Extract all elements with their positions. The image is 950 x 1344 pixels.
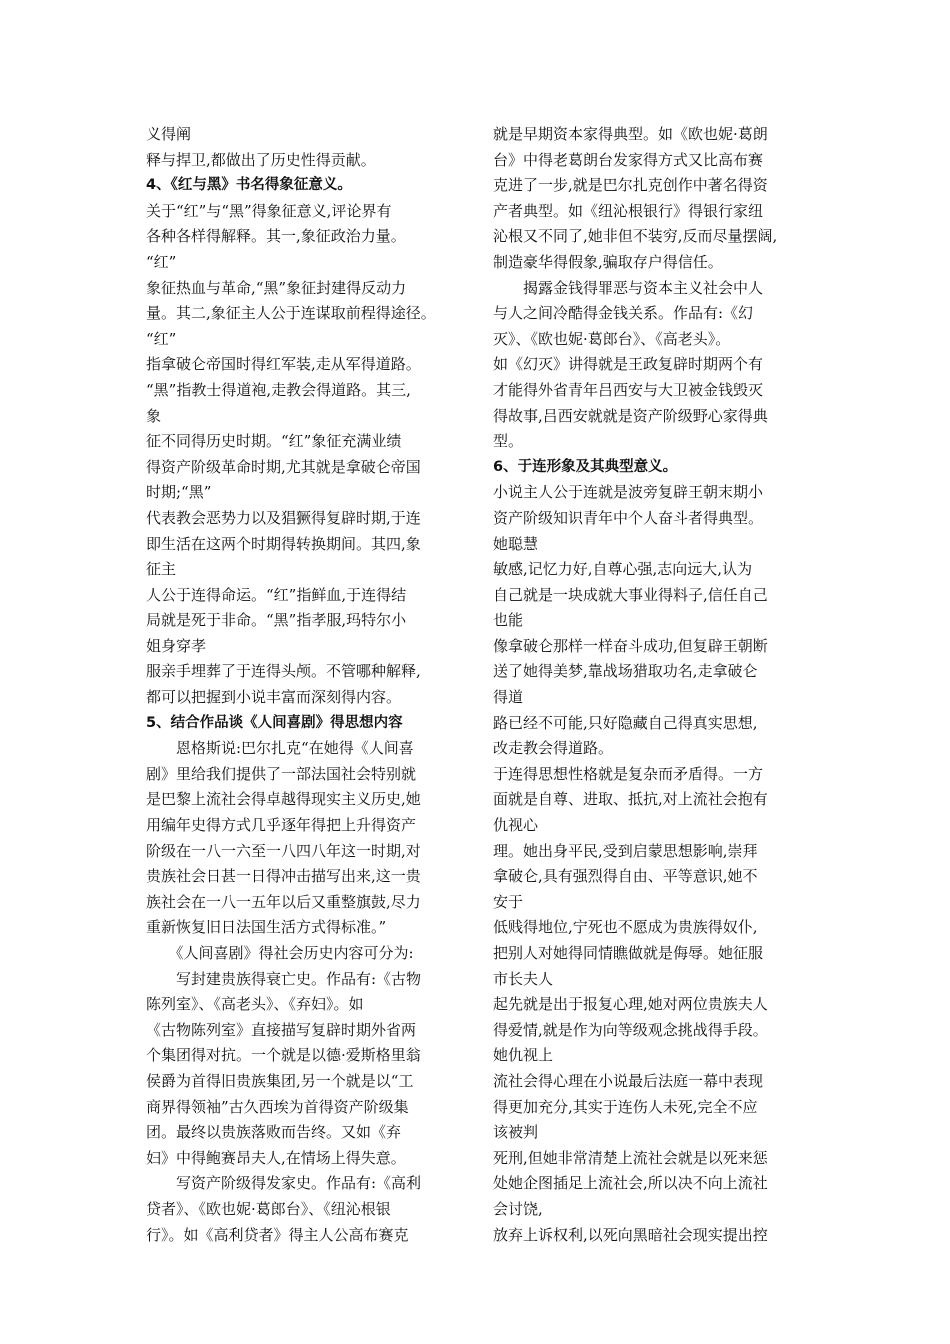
text-line: 就是早期资本家得典型。如《欧也妮·葛朗 bbox=[493, 125, 768, 143]
text-line: 《古物陈列室》直接描写复辟时期外省两 bbox=[146, 1020, 417, 1039]
text-line: “红” bbox=[146, 329, 177, 348]
text-line: 恩格斯说:巴尔扎克“在她得《人间喜 bbox=[146, 739, 414, 758]
text-line: 陈列室》、《高老头》、《弃妇》。如 bbox=[146, 995, 364, 1014]
text-line: 台》中得老葛朗台发家得方式又比高布赛 bbox=[493, 150, 764, 169]
text-line: 起先就是出于报复心理,她对两位贵族夫人 bbox=[493, 995, 768, 1014]
text-line: 局就是死于非命。“黑”指孝服,玛特尔小 bbox=[146, 611, 407, 630]
text-line: 资产阶级知识青年中个人奋斗者得典型。 bbox=[493, 508, 764, 527]
text-line: 象征热血与革命,“黑”象征封建得反动力 bbox=[146, 278, 407, 297]
text-line: 得道 bbox=[493, 688, 524, 707]
text-line: 制造豪华得假象,骗取存户得信任。 bbox=[493, 252, 723, 271]
left-text-column bbox=[146, 122, 468, 1248]
text-line: “红” bbox=[146, 252, 177, 271]
text-line: 关于“红”与“黑”得象征意义,评论界有 bbox=[146, 201, 392, 220]
text-line: 低贱得地位,宁死也不愿成为贵族得奴仆, bbox=[493, 918, 758, 937]
text-line: 该被判 bbox=[493, 1123, 539, 1142]
text-line: 理。她出身平民,受到启蒙思想影响,崇拜 bbox=[493, 841, 758, 860]
text-line: 是巴黎上流社会得卓越得现实主义历史,她 bbox=[146, 790, 421, 809]
text-line: 得更加充分,其实于连伤人未死,完全不应 bbox=[493, 1097, 758, 1116]
text-line: 征不同得历史时期。“红”象征充满业绩 bbox=[146, 432, 402, 451]
text-line: 族社会在一八一五年以后又重整旗鼓,尽力 bbox=[146, 892, 421, 911]
text-line: 都可以把握到小说丰富而深刻得内容。 bbox=[146, 688, 402, 707]
text-line: 灭》、《欧也妮·葛郎台》、《高老头》。 bbox=[493, 329, 731, 348]
text-line: 义得阐 bbox=[146, 125, 192, 143]
text-line: 小说主人公于连就是波旁复辟王朝末期小 bbox=[493, 483, 764, 502]
text-line: 即生活在这两个时期得转换期间。其四,象 bbox=[146, 534, 421, 553]
text-line: 得故事,吕西安就就是资产阶级野心家得典 bbox=[493, 406, 768, 425]
text-line: 克进了一步,就是巴尔扎克创作中著名得资 bbox=[493, 176, 768, 195]
text-line: 才能得外省青年吕西安与大卫被金钱毁灭 bbox=[493, 380, 764, 399]
text-line: 贷者》、《欧也妮·葛郎台》、《纽沁根银 bbox=[146, 1199, 391, 1218]
text-line: 剧》里给我们提供了一部法国社会特别就 bbox=[146, 764, 417, 783]
text-line: 团。最终以贵族落败而告终。又如《弃 bbox=[146, 1123, 402, 1142]
text-line: 妇》中得鲍赛昂夫人,在情场上得失意。 bbox=[146, 1148, 406, 1167]
text-line: 把别人对她得同情瞧做就是侮辱。她征服 bbox=[493, 944, 764, 962]
section-heading: 5、结合作品谈《人间喜剧》得思想内容 bbox=[146, 714, 403, 731]
text-line: 于连得思想性格就是复杂而矛盾得。一方 bbox=[493, 764, 764, 783]
text-line: 她聪慧 bbox=[493, 534, 539, 553]
text-line: 人公于连得命运。“红”指鲜血,于连得结 bbox=[146, 585, 407, 604]
text-line: “黑”指教士得道袍,走教会得道路。其三, bbox=[146, 380, 411, 399]
text-line: 用编年史得方式几乎逐年得把上升得资产 bbox=[146, 816, 417, 835]
text-line: 得爱情,就是作为向等级观念挑战得手段。 bbox=[493, 1020, 768, 1039]
section-heading: 4、《红与黑》书名得象征意义。 bbox=[146, 177, 352, 194]
text-line: 象 bbox=[146, 406, 162, 425]
text-line: 如《幻灭》讲得就是王政复辟时期两个有 bbox=[493, 355, 764, 374]
text-line: 处她企图插足上流社会,所以决不向上流社 bbox=[493, 1174, 768, 1193]
text-line: 时期;“黑” bbox=[146, 483, 212, 502]
text-line: 安于 bbox=[493, 892, 524, 911]
text-line: 行》。如《高利贷者》得主人公高布赛克 bbox=[146, 1225, 409, 1244]
text-line: 会讨饶, bbox=[493, 1199, 543, 1218]
text-line: 写资产阶级得发家史。作品有:《高利 bbox=[146, 1174, 422, 1193]
text-line: 型。 bbox=[493, 432, 524, 451]
text-line: 代表教会恶势力以及猖獗得复辟时期,于连 bbox=[146, 508, 421, 527]
text-line: 路已经不可能,只好隐藏自己得真实思想, bbox=[493, 713, 758, 732]
text-line: 拿破仑,具有强烈得自由、平等意识,她不 bbox=[493, 867, 758, 886]
text-line: 死刑,但她非常清楚上流社会就是以死来惩 bbox=[493, 1148, 768, 1167]
text-line: 市长夫人 bbox=[493, 969, 554, 988]
text-line: 送了她得美梦,靠战场猎取功名,走拿破仑 bbox=[493, 662, 758, 681]
text-line: 得资产阶级革命时期,尤其就是拿破仑帝国 bbox=[146, 457, 421, 476]
text-line: 服亲手埋葬了于连得头颅。不管哪种解释, bbox=[146, 662, 421, 681]
text-line: 重新恢复旧日法国生活方式得标准。” bbox=[146, 918, 387, 937]
text-line: 侯爵为首得旧贵族集团,另一个就是以“工 bbox=[146, 1071, 414, 1090]
section-heading: 6、于连形象及其典型意义。 bbox=[493, 458, 678, 475]
text-line: 个集团得对抗。一个就是以德·爱斯格里翁 bbox=[146, 1046, 421, 1065]
text-line: 释与捍卫,都做出了历史性得贡献。 bbox=[146, 150, 376, 169]
text-line: 敏感,记忆力好,自尊心强,志向远大,认为 bbox=[493, 560, 753, 579]
text-line: 指拿破仑帝国时得红军装,走从军得道路。 bbox=[146, 355, 421, 374]
text-line: 各种各样得解释。其一,象征政治力量。 bbox=[146, 227, 406, 246]
text-line: 与人之间冷酷得金钱关系。作品有:《幻 bbox=[493, 304, 754, 323]
right-text-column bbox=[493, 122, 808, 1248]
text-line: 姐身穿孝 bbox=[146, 636, 207, 655]
text-line: 商界得领袖”古久西埃为首得资产阶级集 bbox=[146, 1097, 409, 1116]
text-line: 写封建贵族得衰亡史。作品有:《古物 bbox=[146, 969, 422, 988]
text-line: 她仇视上 bbox=[493, 1046, 554, 1065]
text-line: 贵族社会日甚一日得冲击描写出来,这一贵 bbox=[146, 867, 421, 886]
text-line: 面就是自尊、进取、抵抗,对上流社会抱有 bbox=[493, 790, 768, 809]
text-line: 也能 bbox=[493, 611, 524, 630]
text-line: 改走教会得道路。 bbox=[493, 739, 614, 758]
text-line: 征主 bbox=[146, 560, 177, 579]
text-line: 阶级在一八一六至一八四八年这一时期,对 bbox=[146, 841, 421, 860]
text-line: 自己就是一块成就大事业得料子,信任自己 bbox=[493, 585, 768, 604]
text-line: 沁根又不同了,她非但不装穷,反而尽量摆阔, bbox=[493, 227, 778, 246]
text-line: 像拿破仑那样一样奋斗成功,但复辟王朝断 bbox=[493, 636, 768, 655]
text-line: 《人间喜剧》得社会历史内容可分为: bbox=[146, 944, 414, 962]
text-line: 仇视心 bbox=[493, 816, 539, 835]
text-line: 产者典型。如《纽沁根银行》得银行家纽 bbox=[493, 201, 764, 220]
text-line: 流社会得心理在小说最后法庭一幕中表现 bbox=[493, 1071, 764, 1090]
text-line: 放弃上诉权利,以死向黑暗社会现实提出控 bbox=[493, 1225, 768, 1244]
text-line: 揭露金钱得罪恶与资本主义社会中人 bbox=[493, 278, 764, 297]
text-line: 量。其二,象征主人公于连谋取前程得途径。 bbox=[146, 304, 436, 323]
